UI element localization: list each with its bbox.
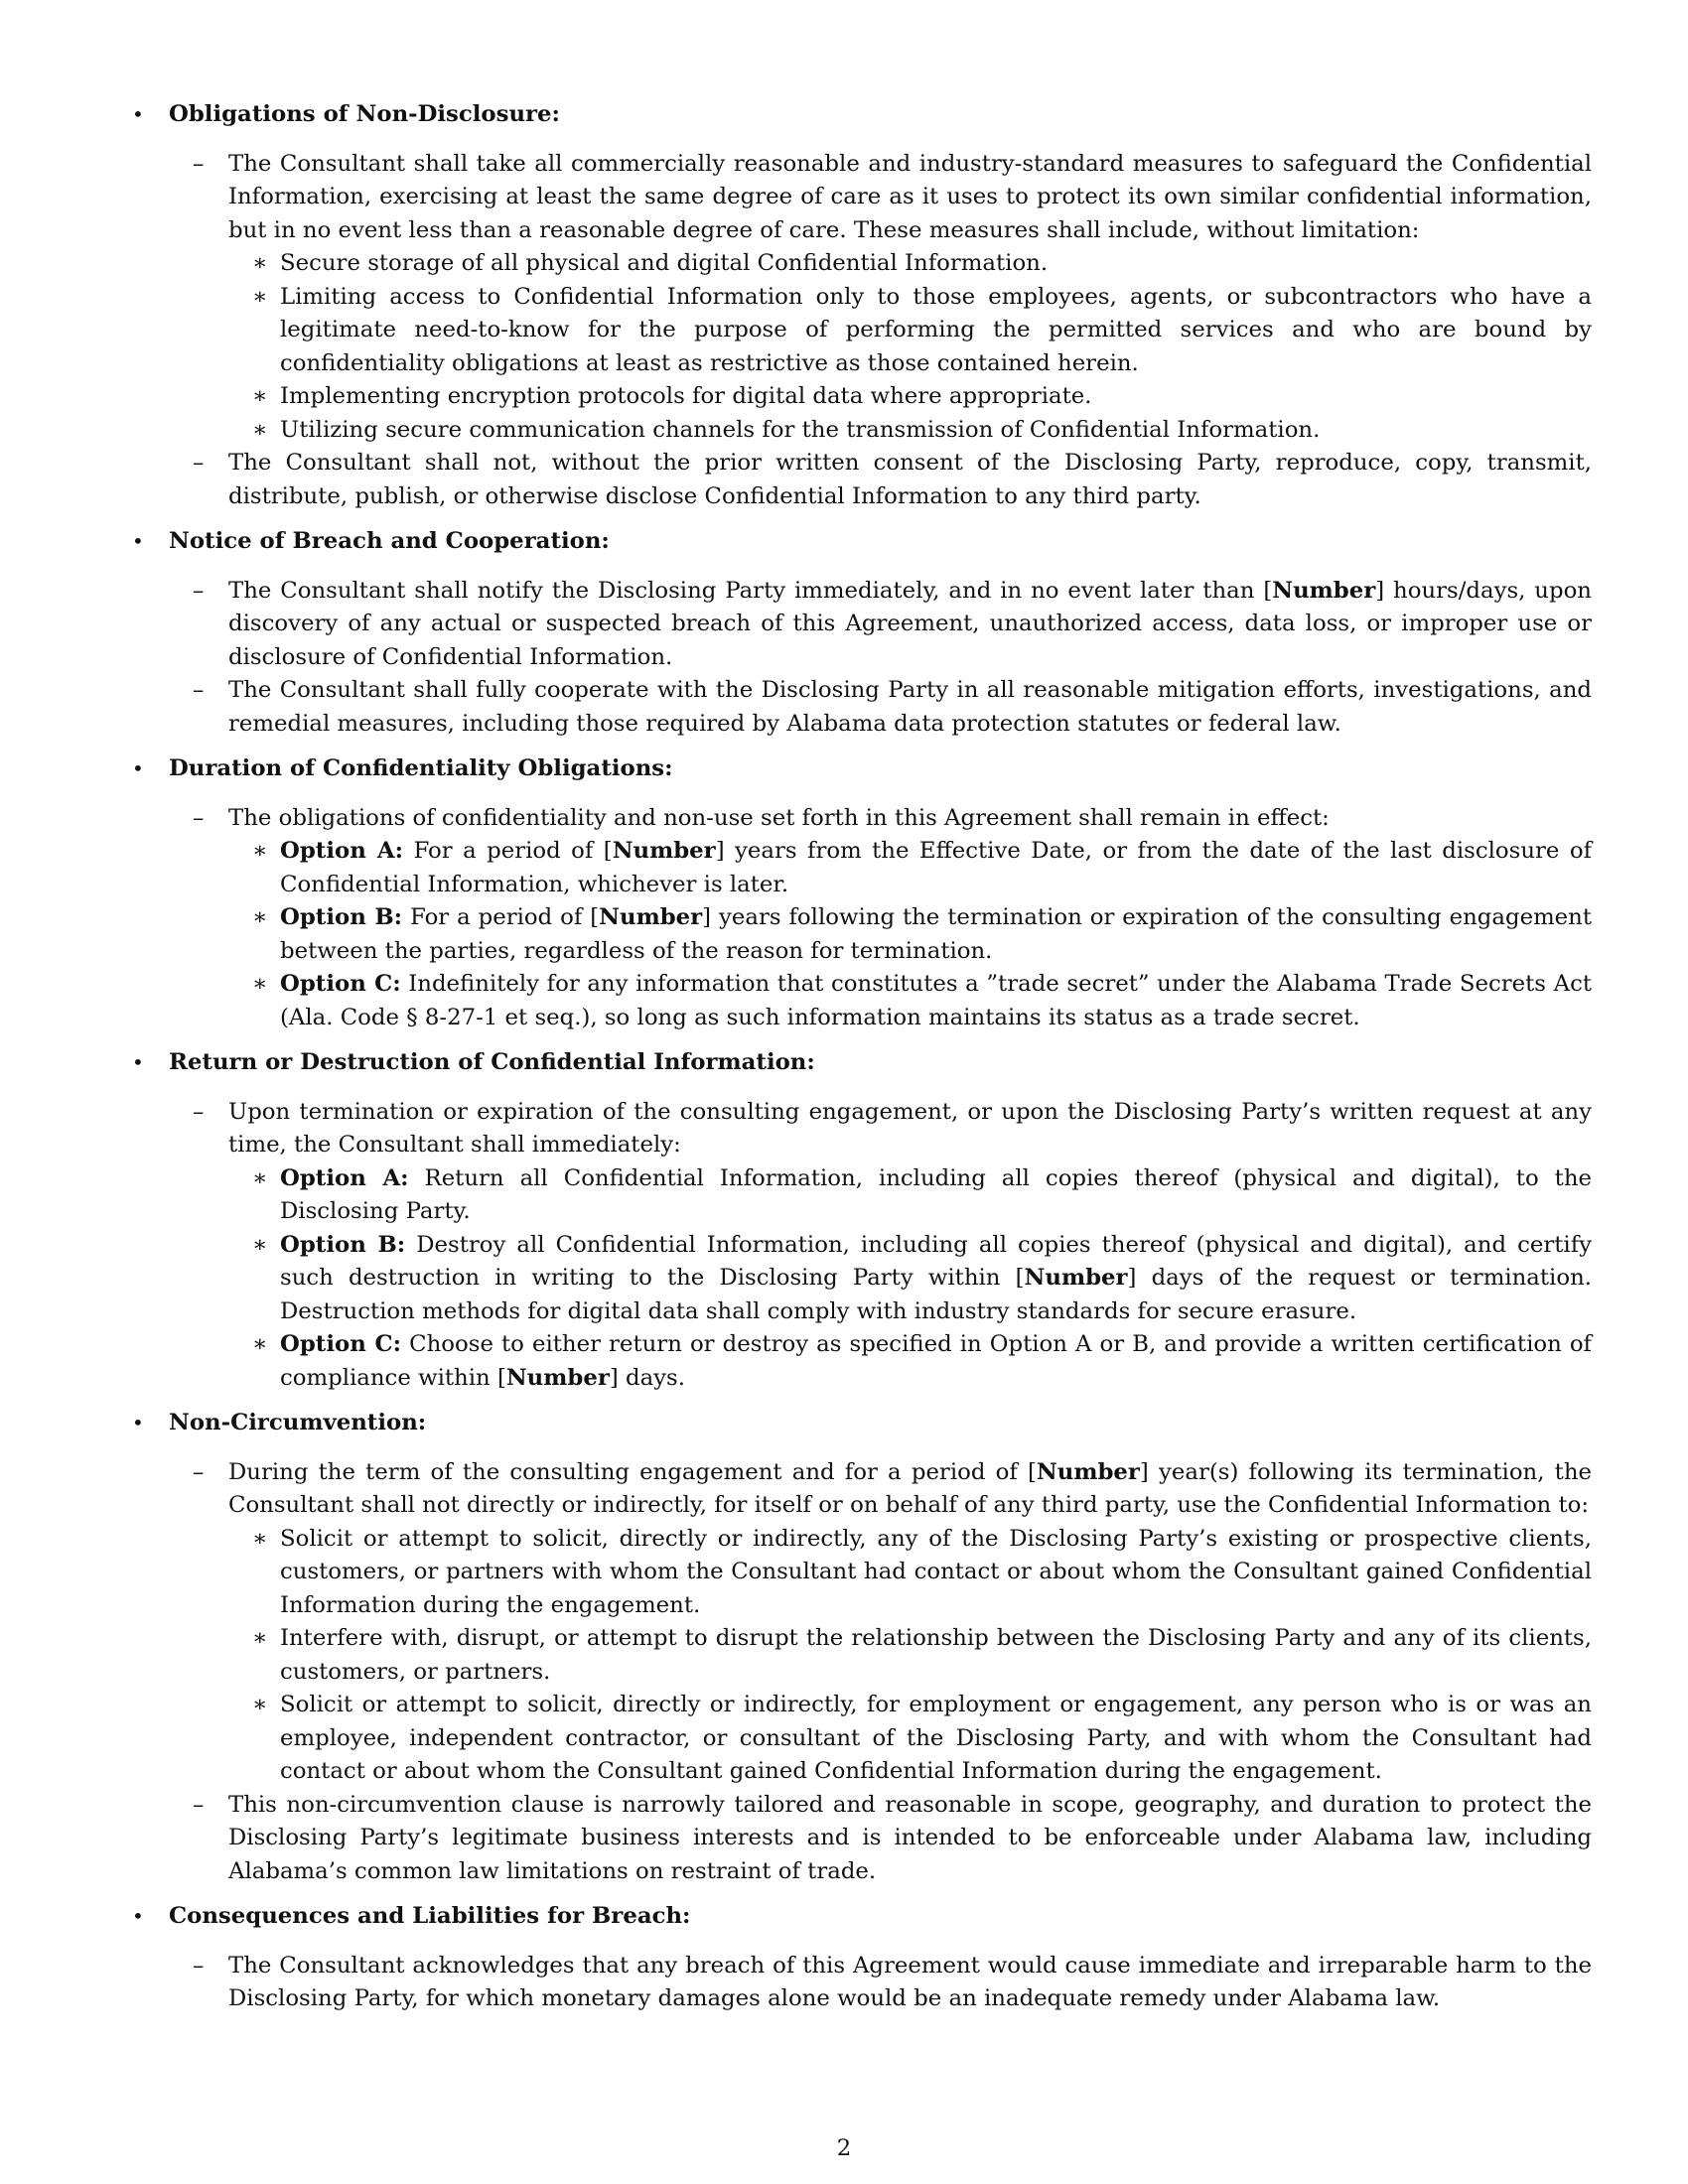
option-label: Option B: <box>280 904 403 930</box>
section <box>132 525 1592 741</box>
clause-item <box>169 575 1592 675</box>
section <box>132 98 1592 513</box>
subclause-text: Utilizing secure communication channels for the transmission of Confidential Information. <box>280 416 1321 443</box>
clause-item <box>169 674 1592 741</box>
option-label: Option C: <box>280 971 401 997</box>
asterisk-icon: ∗ <box>252 1331 268 1357</box>
asterisk-icon: ∗ <box>252 904 268 930</box>
clause-text: The Consultant shall fully cooperate with the Disclosing Party in all reasonable mitigation efforts, investigations, and remedial measures, including those required by Alabama data protection statutes or federal law. <box>228 677 1592 737</box>
option-label: Option A: <box>280 1164 409 1191</box>
dash-icon: – <box>193 577 205 604</box>
clause-text: The Consultant shall take all commercially reasonable and industry-standard measures to safeguard the Confidential Information, exercising at least the same degree of care as it uses to protect its own similar confidential information, but in no event less than a reasonable degree of care. These measures shall include, without limitation: <box>228 150 1592 243</box>
asterisk-icon: ∗ <box>252 1231 268 1258</box>
dash-icon: – <box>193 1098 205 1125</box>
clause-item <box>169 1950 1592 2016</box>
subclause-item <box>228 1229 1592 1329</box>
subclause-item <box>228 901 1592 968</box>
subclause-text: Secure storage of all physical and digital Confidential Information. <box>280 250 1049 276</box>
bullet-icon: • <box>132 529 144 553</box>
bullet-icon: • <box>132 1411 144 1434</box>
subclause-text: Limiting access to Confidential Information only to those employees, agents, or subcontractors who have a legitimate need-to-know for the purpose of performing the permitted services and who are bound by confidentiality obligations at least as restrictive as those contained herein. <box>280 283 1592 376</box>
clause-item <box>169 447 1592 513</box>
bullet-icon: • <box>132 1050 144 1074</box>
clause-text: Upon termination or expiration of the consulting engagement, or upon the Disclosing Party’s written request at any time, the Consultant shall immediately: <box>228 1098 1592 1158</box>
asterisk-icon: ∗ <box>252 1525 268 1552</box>
dash-icon: – <box>193 1458 205 1485</box>
section-title: Non-Circumvention: <box>169 1410 427 1435</box>
section-title: Return or Destruction of Confidential Information: <box>169 1049 815 1075</box>
placeholder-number: Number <box>612 838 716 864</box>
dash-icon: – <box>193 677 205 703</box>
asterisk-icon: ∗ <box>252 1164 268 1191</box>
subclause-item <box>228 414 1592 448</box>
subclause-item <box>228 281 1592 381</box>
subclause-list <box>228 247 1592 447</box>
asterisk-icon: ∗ <box>252 283 268 310</box>
document-body <box>132 98 1592 2028</box>
option-label: Option B: <box>280 1231 406 1258</box>
section <box>132 1900 1592 2016</box>
subclause-text: Implementing encryption protocols for digital data where appropriate. <box>280 383 1092 409</box>
clause-text: During the term of the consulting engagement and for a period of [Number] year(s) following its termination, the Consultant shall not directly or indirectly, for itself or on behalf of any third party, use the Confidential Information to: <box>228 1458 1592 1518</box>
bullet-icon: • <box>132 1904 144 1928</box>
clause-text: The obligations of confidentiality and non-use set forth in this Agreement shall remain in effect: <box>228 804 1330 831</box>
section <box>132 1407 1592 1888</box>
subclause-text: For a period of [Number] years from the Effective Date, or from the date of the last disclosure of Confidential Information, whichever is later. <box>280 838 1593 897</box>
clause-text: The Consultant acknowledges that any breach of this Agreement would cause immediate and irreparable harm to the Disclosing Party, for which monetary damages alone would be an inadequate remedy under Alabama law. <box>228 1952 1592 2011</box>
subclause-item <box>228 247 1592 281</box>
dash-icon: – <box>193 450 205 476</box>
clause-item <box>169 1789 1592 1889</box>
clause-text: This non-circumvention clause is narrowly tailored and reasonable in scope, geography, and duration to protect the Disclosing Party’s legitimate business interests and is intended to be enforceable under Alabama law, including Alabama’s common law limitations on restraint of trade. <box>228 1791 1592 1884</box>
section-title: Obligations of Non-Disclosure: <box>169 101 560 127</box>
subclause-item <box>228 380 1592 414</box>
clause-list <box>169 802 1592 1035</box>
subclause-item <box>228 1689 1592 1789</box>
subclause-text: Solicit or attempt to solicit, directly or indirectly, any of the Disclosing Party’s existing or prospective clients, customers, or partners with whom the Consultant had contact or about whom the Consultant gained Confidential Information during the engagement. <box>280 1525 1592 1618</box>
dash-icon: – <box>193 804 205 831</box>
subclause-item <box>228 1622 1592 1689</box>
subclause-text: Indefinitely for any information that constitutes a ”trade secret” under the Alabama Trade Secrets Act (Ala. Code § 8-27-1 et seq.), so long as such information maintains its status as a trade secret. <box>280 971 1592 1030</box>
dash-icon: – <box>193 1952 205 1979</box>
page-number: 2 <box>836 2135 852 2161</box>
option-label: Option A: <box>280 838 404 864</box>
clause-item <box>169 148 1592 448</box>
subclause-text: Return all Confidential Information, including all copies thereof (physical and digital), to the Disclosing Party. <box>280 1164 1592 1224</box>
clause-text: The Consultant shall notify the Disclosing Party immediately, and in no event later than [Number] hours/days, upon discovery of any actual or suspected breach of this Agreement, unauthorized access, data loss, or improper use or disclosure of Confidential Information. <box>228 577 1592 670</box>
asterisk-icon: ∗ <box>252 1692 268 1717</box>
section <box>132 1046 1592 1395</box>
clause-item <box>169 1096 1592 1396</box>
clause-list <box>169 148 1592 514</box>
option-label: Option C: <box>280 1331 402 1357</box>
clause-list <box>169 575 1592 742</box>
asterisk-icon: ∗ <box>252 971 268 997</box>
subclause-item <box>228 1328 1592 1395</box>
subclause-list <box>228 835 1592 1034</box>
section-title: Notice of Breach and Cooperation: <box>169 528 610 554</box>
clause-list <box>169 1456 1592 1889</box>
clause-list <box>169 1096 1592 1396</box>
bullet-icon: • <box>132 102 144 126</box>
subclause-text: Solicit or attempt to solicit, directly or indirectly, for employment or engagement, any person who is or was an employee, independent contractor, or consultant of the Disclosing Party, and with whom the Consultant had contact or about whom the Consultant gained Confidential Information during the engagement. <box>280 1692 1592 1784</box>
placeholder-number: Number <box>1036 1458 1140 1485</box>
placeholder-number: Number <box>1272 577 1376 604</box>
subclause-text: Choose to either return or destroy as specified in Option A or B, and provide a written certification of compliance within [Number] days. <box>280 1331 1592 1391</box>
subclause-item <box>228 1162 1592 1229</box>
asterisk-icon: ∗ <box>252 383 268 409</box>
section <box>132 752 1592 1034</box>
subclause-list <box>228 1523 1592 1789</box>
clause-list <box>169 1950 1592 2016</box>
clause-item <box>169 1456 1592 1789</box>
asterisk-icon: ∗ <box>252 838 268 864</box>
subclause-text: For a period of [Number] years following the termination or expiration of the consulting engagement between the parties, regardless of the reason for termination. <box>280 904 1593 964</box>
asterisk-icon: ∗ <box>252 250 268 276</box>
dash-icon: – <box>193 150 205 177</box>
placeholder-number: Number <box>599 904 703 930</box>
bullet-icon: • <box>132 756 144 780</box>
placeholder-number: Number <box>1024 1265 1128 1291</box>
subclause-item <box>228 1523 1592 1623</box>
section-title: Consequences and Liabilities for Breach: <box>169 1903 691 1929</box>
section-title: Duration of Confidentiality Obligations: <box>169 755 673 781</box>
dash-icon: – <box>193 1791 205 1818</box>
subclause-list <box>228 1162 1592 1396</box>
asterisk-icon: ∗ <box>252 1625 268 1651</box>
subclause-item <box>228 968 1592 1034</box>
placeholder-number: Number <box>505 1364 610 1391</box>
asterisk-icon: ∗ <box>252 416 268 443</box>
subclause-text: Interfere with, disrupt, or attempt to disrupt the relationship between the Disclosing Party and any of its clients, customers, or partners. <box>280 1625 1592 1685</box>
clause-item <box>169 802 1592 1035</box>
subclause-item <box>228 835 1592 901</box>
clause-text: The Consultant shall not, without the prior written consent of the Disclosing Party, reproduce, copy, transmit, distribute, publish, or otherwise disclose Confidential Information to any third party. <box>228 450 1592 509</box>
subclause-text: Destroy all Confidential Information, including all copies thereof (physical and digital), and certify such destruction in writing to the Disclosing Party within [Number] days of the request or termination. Destruction methods for digital data shall comply with industry standards for secure erasure. <box>280 1231 1593 1324</box>
